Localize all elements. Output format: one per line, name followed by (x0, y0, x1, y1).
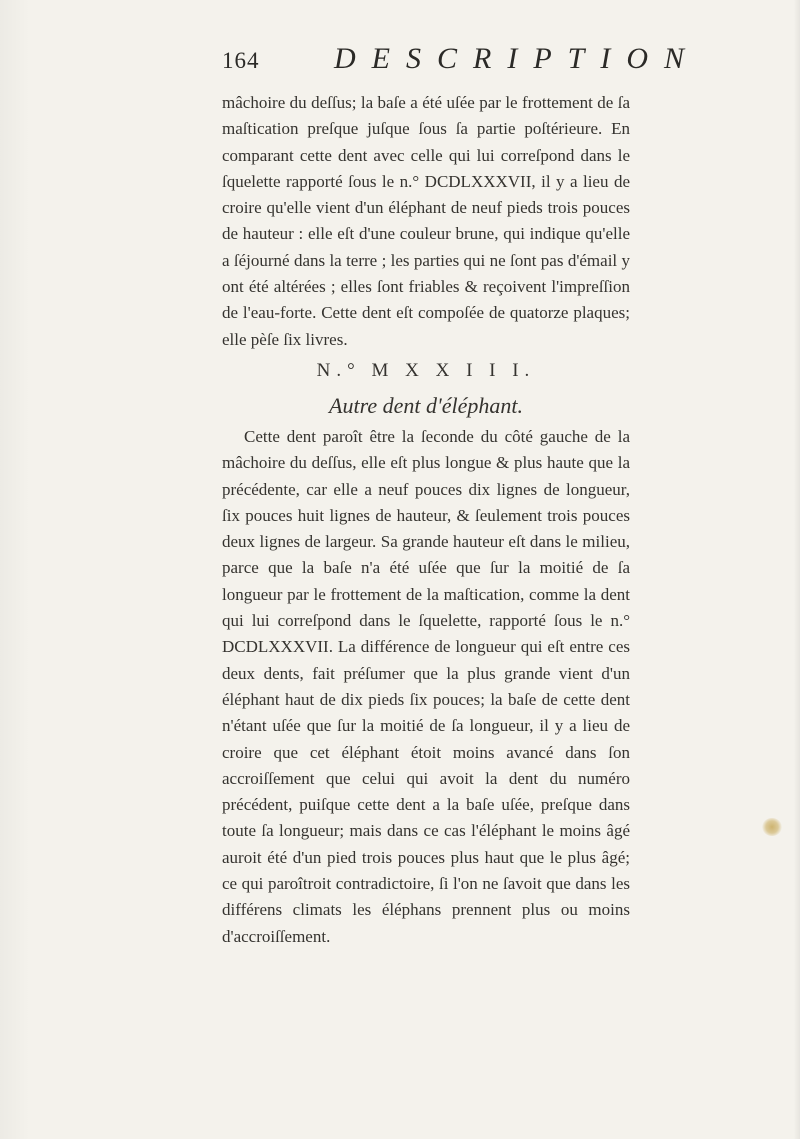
body-text (222, 90, 630, 950)
paper-stain (762, 818, 782, 836)
section-title: Autre dent d'éléphant. (329, 392, 523, 418)
page-header (222, 38, 700, 82)
page-number: 164 (222, 48, 260, 73)
running-title: DESCRIPTION (334, 42, 700, 75)
page-edge-shadow (794, 0, 800, 1139)
section-number: N.° M X X I I I. (316, 359, 536, 381)
paragraph-description: Cette dent paroît être la ſeconde du côté gauche de la mâchoire du deſſus, elle eſt plus longue & plus haute que la précédente, car elle a neuf pouces dix lignes de longueur, ſix pouces huit lignes de hauteur, & ſeulement trois pouces deux lignes de largeur. Sa grande hauteur eſt dans le milieu, parce que la baſe n'a été uſée que ſur la moitié de ſa longueur par le frottement de la maſtication, comme la dent qui lui correſpond dans le ſquelette, rapporté ſous le n.° DCDLXXXVII. La différence de longueur qui eſt entre ces deux dents, fait préſumer que la plus grande vient d'un éléphant haut de dix pieds ſix pouces; la baſe de cette dent n'étant uſée que ſur la moitié de ſa longueur, il y a lieu de croire que cet éléphant étoit moins avancé dans ſon accroiſſement que celui qui avoit la dent du numéro précédent, puiſque cette dent a la baſe uſée, preſque dans toute ſa longueur; mais dans ce cas l'éléphant le moins âgé auroit été d'un pied trois pouces plus haut que le plus âgé; ce qui paroîtroit contradictoire, ſi l'on ne ſavoit que dans les différens climats les éléphans prennent plus ou moins d'accroiſſement. (222, 426, 630, 946)
paragraph-continued: mâchoire du deſſus; la baſe a été uſée par le frottement de ſa maſtication preſque juſque ſous ſa partie poſtérieure. En comparant cette dent avec celle qui lui correſpond dans le ſquelette rapporté ſous le n.° DCDLXXXVII, il y a lieu de croire qu'elle vient d'un éléphant de neuf pieds trois pouces de hauteur : elle eſt d'une couleur brune, qui indique qu'elle a ſéjourné dans la terre ; les parties qui ne ſont pas d'émail y ont été altérées ; elles ſont friables & reçoivent l'impreſſion de l'eau-forte. Cette dent eſt compoſée de quatorze plaques; elle pèſe ſix livres. (222, 93, 630, 349)
